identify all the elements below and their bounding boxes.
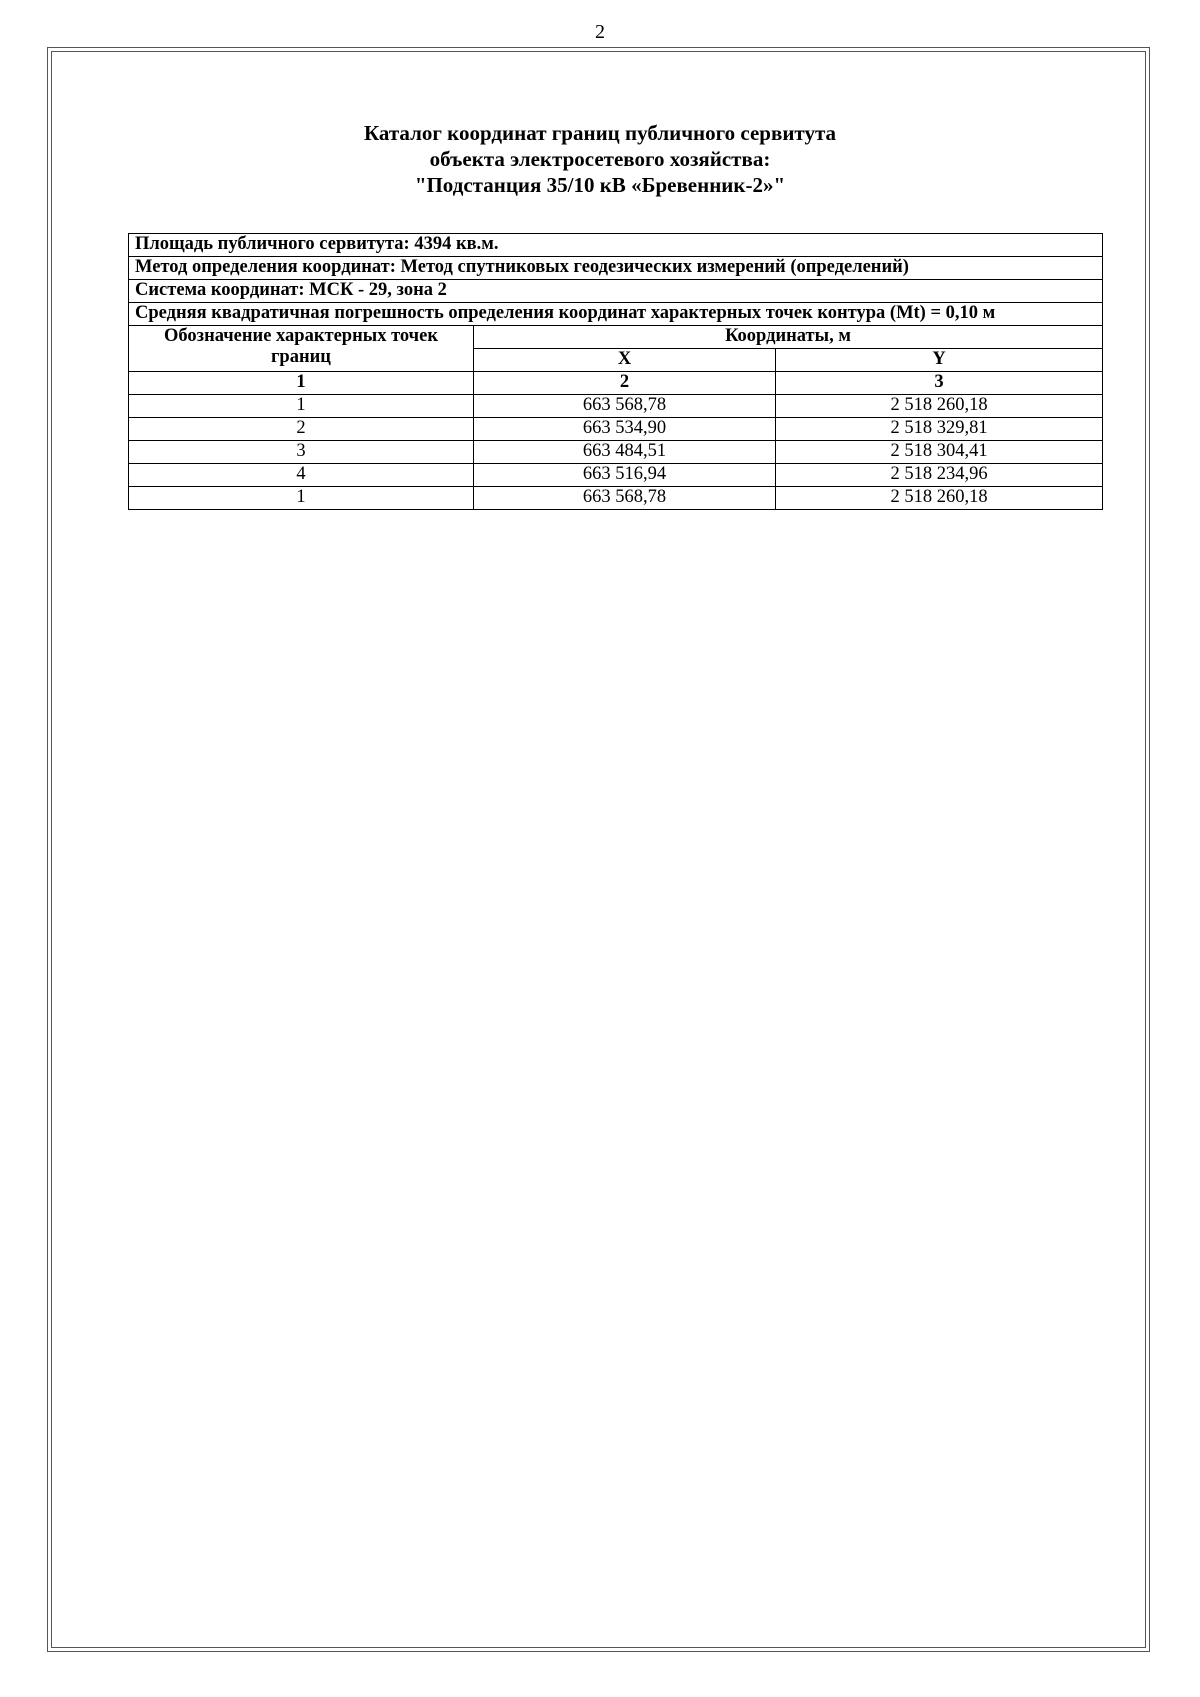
error-info: Средняя квадратичная погрешность определения координат характерных точек контура (Mt) = 0,10 м: [129, 303, 1103, 326]
table-row: [129, 441, 1103, 464]
x-cell: 663 484,51: [474, 441, 776, 464]
table-row: [129, 487, 1103, 510]
table-row: [129, 395, 1103, 418]
points-header: Обозначение характерных точек границ: [129, 326, 474, 372]
page-number: 2: [595, 21, 605, 43]
x-header: X: [474, 349, 776, 372]
method-info: Метод определения координат: Метод спутниковых геодезических измерений (определений): [129, 257, 1103, 280]
area-info: Площадь публичного сервитута: 4394 кв.м.: [129, 234, 1103, 257]
info-row-system: [129, 280, 1103, 303]
coordinates-header: Координаты, м: [474, 326, 1103, 349]
y-cell: 2 518 304,41: [776, 441, 1103, 464]
point-cell: 1: [129, 487, 474, 510]
info-row-area: [129, 234, 1103, 257]
y-header: Y: [776, 349, 1103, 372]
info-row-error: [129, 303, 1103, 326]
title-line-3: "Подстанция 35/10 кВ «Бревенник-2»": [414, 173, 786, 197]
info-row-method: [129, 257, 1103, 280]
column-number-row: [129, 372, 1103, 395]
y-cell: 2 518 260,18: [776, 487, 1103, 510]
point-cell: 4: [129, 464, 474, 487]
document-title: [0, 120, 1200, 198]
y-cell: 2 518 260,18: [776, 395, 1103, 418]
point-cell: 1: [129, 395, 474, 418]
point-cell: 3: [129, 441, 474, 464]
point-cell: 2: [129, 418, 474, 441]
coordinates-table: [128, 233, 1103, 510]
header-row-1: [129, 326, 1103, 349]
coordinate-system-info: Система координат: МСК - 29, зона 2: [129, 280, 1103, 303]
x-cell: 663 568,78: [474, 395, 776, 418]
column-number-1: 1: [129, 372, 474, 395]
x-cell: 663 568,78: [474, 487, 776, 510]
x-cell: 663 534,90: [474, 418, 776, 441]
column-number-2: 2: [474, 372, 776, 395]
table-row: [129, 464, 1103, 487]
y-cell: 2 518 329,81: [776, 418, 1103, 441]
title-line-1: Каталог координат границ публичного сервитута: [363, 121, 837, 145]
title-line-2: объекта электросетевого хозяйства:: [429, 147, 771, 171]
x-cell: 663 516,94: [474, 464, 776, 487]
column-number-3: 3: [776, 372, 1103, 395]
table-row: [129, 418, 1103, 441]
y-cell: 2 518 234,96: [776, 464, 1103, 487]
